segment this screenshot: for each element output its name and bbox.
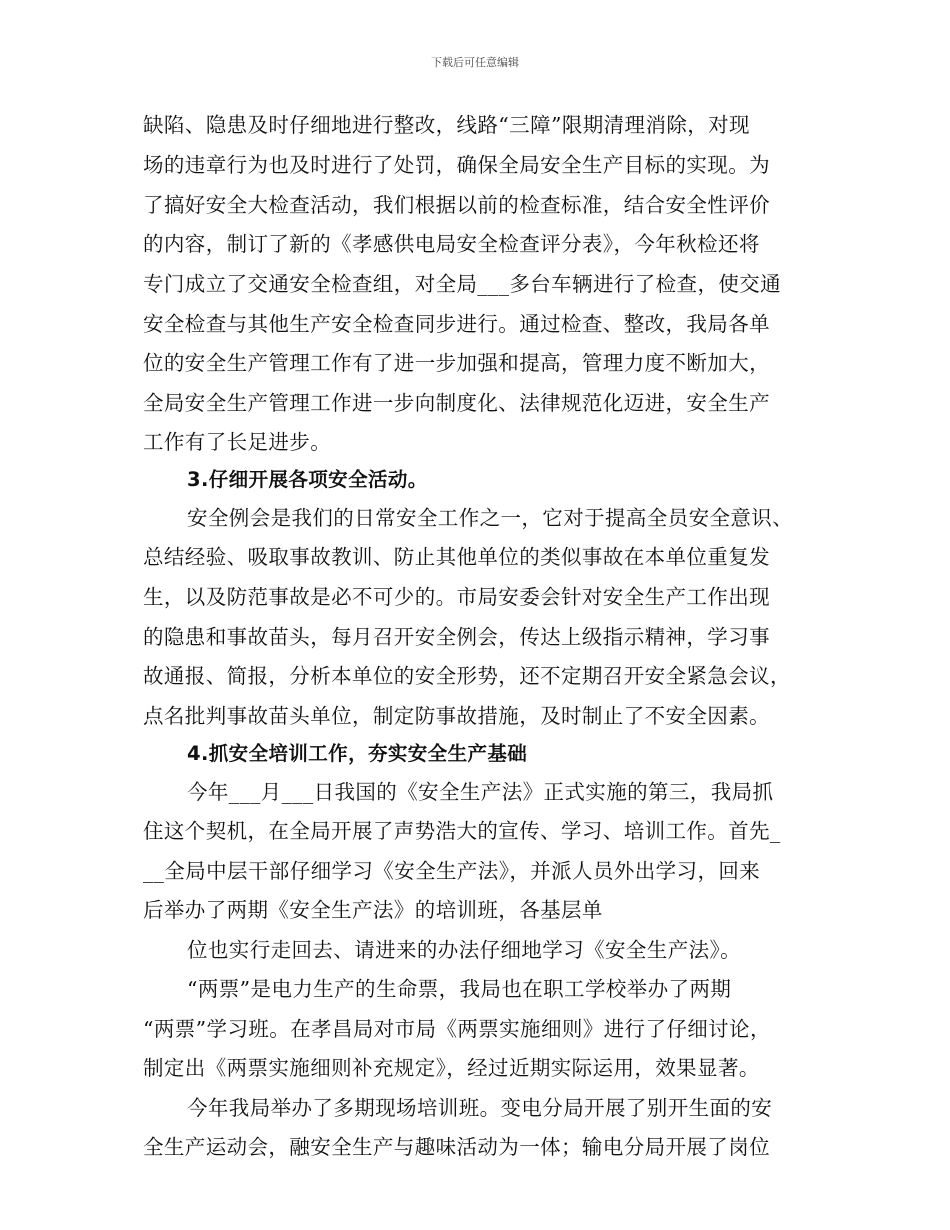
text-line: 工作有了长足进步。 — [143, 430, 332, 454]
page-header: 下载后可任意编辑 — [431, 56, 519, 69]
text-line: “两票”学习班。在孝昌局对市局《两票实施细则》进行了仔细讨论， — [143, 1017, 771, 1041]
text-line: 故通报、简报，分析本单位的安全形势，还不定期召开安全紧急会议， — [143, 664, 791, 688]
text-line: __全局中层干部仔细学习《安全生产法》，并派人员外出学习，回来 — [143, 859, 761, 883]
text-line: 的隐患和事故苗头，每月召开安全例会，传达上级指示精神，学习事 — [143, 625, 770, 649]
text-line: 生，以及防范事故是必不可少的。市局安委会针对安全生产工作出现 — [143, 585, 770, 609]
text-line: 位的安全生产管理工作有了进一步加强和提高，管理力度不断加大， — [143, 351, 770, 375]
text-line: 今年我局举办了多期现场培训班。变电分局开展了别开生面的安 — [187, 1096, 773, 1120]
text-line: 全生产运动会，融安全生产与趣味活动为一体；输电分局开展了岗位 — [143, 1135, 770, 1159]
text-line: 总结经验、吸取事故教训、防止其他单位的类似事故在本单位重复发 — [143, 545, 770, 569]
text-line: 全局安全生产管理工作进一步向制度化、法律规范化迈进，安全生产 — [143, 391, 770, 415]
text-line: 安全例会是我们的日常安全工作之一，它对于提高全员安全意识、 — [187, 506, 794, 530]
text-line: 后举办了两期《安全生产法》的培训班，各基层单 — [143, 898, 603, 922]
text-line: 了搞好安全大检查活动，我们根据以前的检查标准，结合安全性评价 — [143, 193, 770, 217]
text-line: 缺陷、隐患及时仔细地进行整改，线路“三障”限期清理消除，对现 — [143, 113, 750, 137]
text-line: “两票”是电力生产的生命票，我局也在职工学校举办了两期 — [187, 977, 732, 1001]
section-heading: 4.抓安全培训工作，夯实安全生产基础 — [187, 742, 528, 765]
text-line: 安全检查与其他生产安全检查同步进行。通过检查、整改，我局各单 — [143, 312, 770, 336]
text-line: 点名批判事故苗头单位，制定防事故措施，及时制止了不安全因素。 — [143, 704, 770, 728]
text-line: 专门成立了交通安全检查组，对全局___多台车辆进行了检查，使交通 — [143, 272, 782, 296]
section-heading: 3.仔细开展各项安全活动。 — [187, 468, 428, 491]
text-line: 位也实行走回去、请进来的办法仔细地学习《安全生产法》。 — [187, 938, 742, 962]
text-line: 住这个契机，在全局开展了声势浩大的宣传、学习、培训工作。首先_ — [143, 819, 781, 843]
text-line: 场的违章行为也及时进行了处罚，确保全局安全生产目标的实现。为 — [143, 153, 770, 177]
text-line: 制定出《两票实施细则补充规定》，经过近期实际运用，效果显著。 — [143, 1056, 760, 1080]
text-line: 的内容，制订了新的《孝感供电局安全检查评分表》，今年秋检还将 — [143, 232, 760, 256]
text-line: 今年___月___日我国的《安全生产法》正式实施的第三，我局抓 — [187, 780, 774, 804]
